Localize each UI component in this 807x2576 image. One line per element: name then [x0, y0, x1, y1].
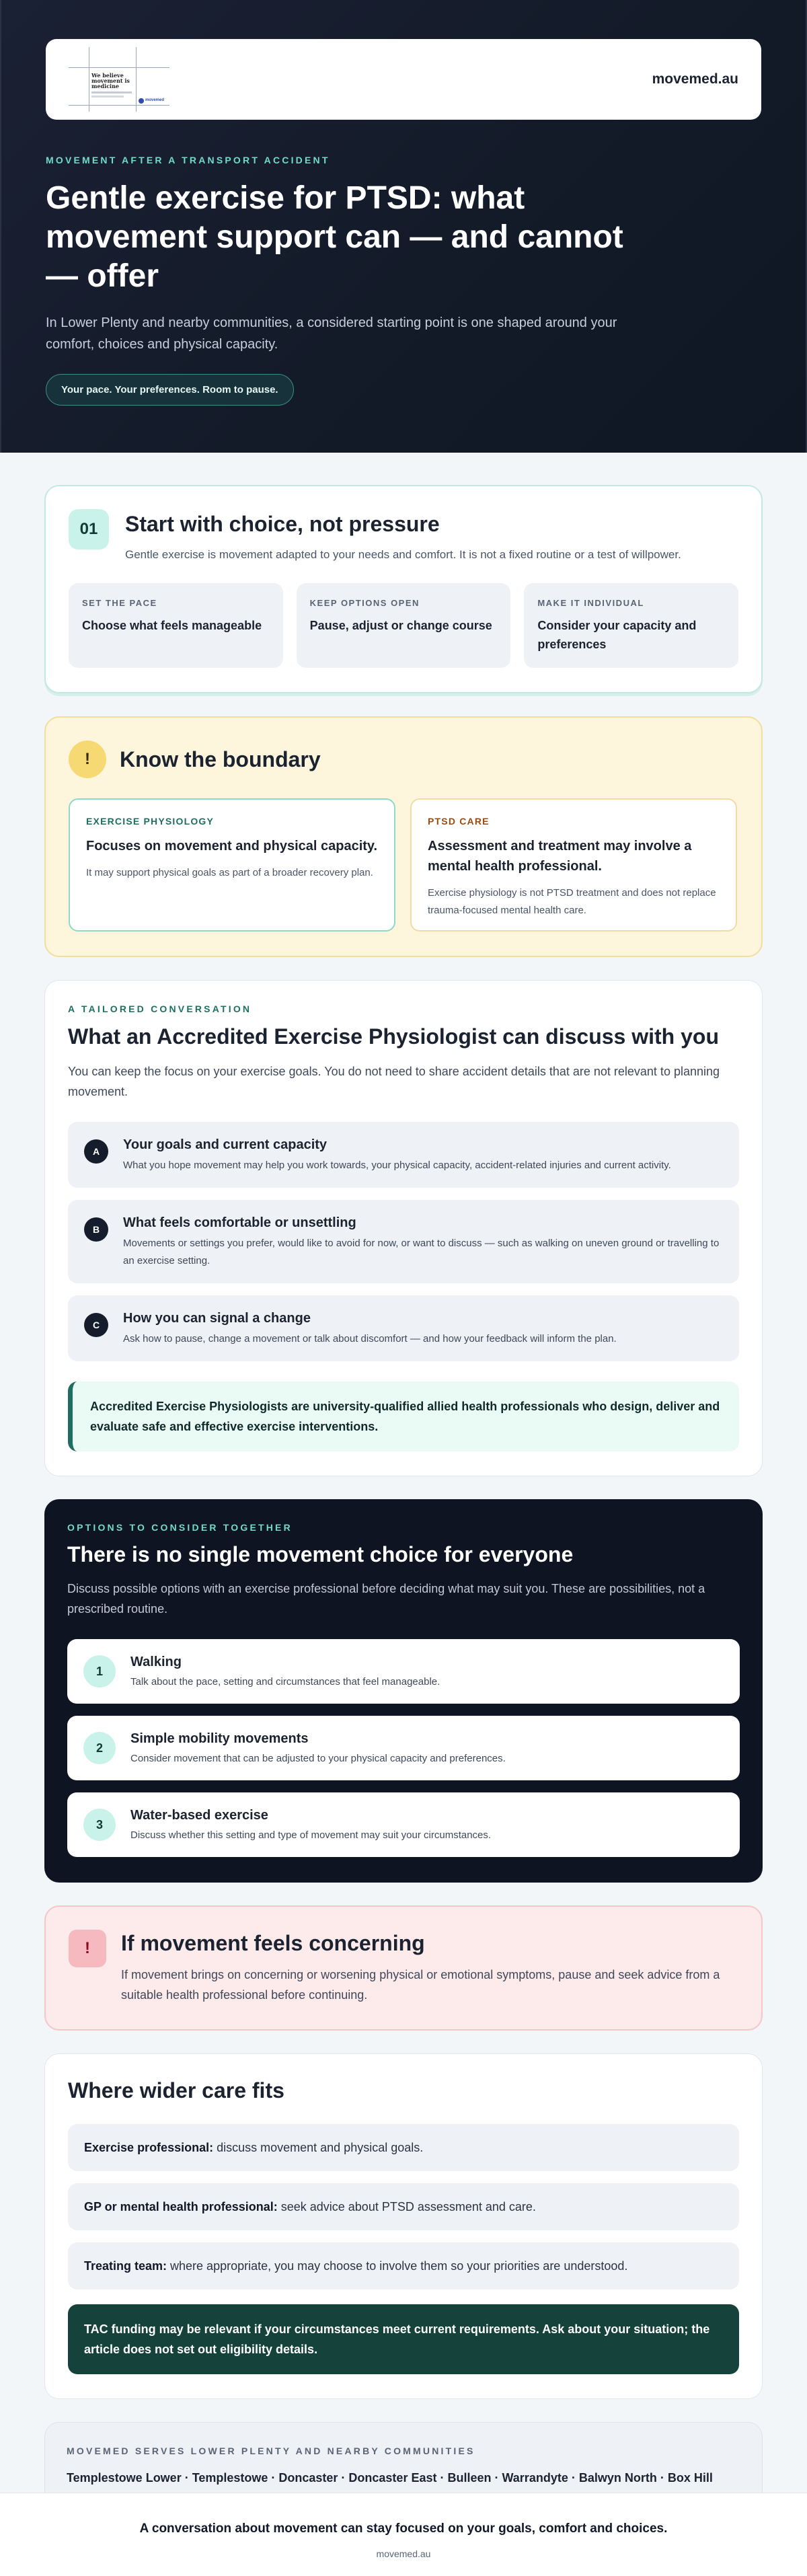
concern-body: If movement brings on concerning or worsening physical or emotional symptoms, pause and seek advice from a suitable health professional before continuing. — [121, 1968, 720, 2002]
care-label: GP or mental health professional: — [84, 2200, 278, 2213]
topic-title: Your goals and current capacity — [123, 1137, 328, 1152]
option-body: Discuss whether this setting and type of movement may suit your circumstances. — [130, 1829, 492, 1841]
page-title: Gentle exercise for PTSD: what movement support can — and cannot — offer — [46, 180, 623, 294]
hero-lead: In Lower Plenty and nearby communities, a considered starting point is one shaped around your comfort, choices and physical capacity. — [46, 315, 617, 352]
alert-icon: ! — [69, 1930, 106, 1967]
choice-value: Choose what feels manageable — [82, 619, 262, 632]
choice-item-individual — [524, 583, 738, 668]
list-item — [68, 1200, 739, 1283]
conversation-section — [44, 980, 763, 1476]
choice-key: SET THE PACE — [82, 598, 157, 608]
option-title: Simple mobility movements — [130, 1731, 309, 1746]
options-title: There is no single movement choice for everyone — [67, 1542, 574, 1566]
exercise-physiology-card — [69, 798, 395, 932]
topic-list — [68, 1122, 739, 1361]
choice-item-pace — [69, 583, 283, 668]
choice-value: Pause, adjust or change course — [309, 619, 492, 632]
logo-dot-icon — [139, 98, 144, 104]
concern-section — [44, 1905, 763, 2031]
list-item — [68, 1122, 739, 1188]
option-body: Talk about the pace, setting and circumstances that feel manageable. — [130, 1676, 440, 1688]
card-body: Exercise physiology is not PTSD treatment and does not replace trauma-focused mental health care. — [428, 887, 716, 916]
areas-list: Templestowe Lower · Templestowe · Doncaster · Doncaster East · Bulleen · Warrandyte · Balwyn North · Box Hill — [67, 2471, 713, 2485]
options-section — [44, 1499, 763, 1883]
conversation-title: What an Accredited Exercise Physiologist can discuss with you — [68, 1024, 719, 1049]
choice-key: KEEP OPTIONS OPEN — [309, 598, 420, 608]
care-title: Where wider care fits — [68, 2078, 284, 2103]
care-item-team — [68, 2242, 739, 2289]
card-title: Assessment and treatment may involve a mental health professional. — [428, 839, 692, 874]
care-item-exercise — [68, 2124, 739, 2171]
letter-badge: B — [84, 1217, 108, 1242]
topic-title: How you can signal a change — [123, 1311, 311, 1326]
logo-wordmark: We believe movement is medicine — [91, 72, 130, 89]
option-item-walking — [67, 1639, 740, 1704]
option-number: 3 — [83, 1809, 116, 1841]
exclamation-icon: ! — [69, 741, 106, 778]
choice-list — [69, 583, 738, 668]
site-footer — [0, 2493, 807, 2576]
site-header — [46, 39, 761, 120]
choice-key: MAKE IT INDIVIDUAL — [537, 598, 644, 608]
areas-eyebrow: MOVEMED SERVES LOWER PLENTY AND NEARBY COMMUNITIES — [67, 2446, 475, 2456]
conversation-eyebrow: A TAILORED CONVERSATION — [68, 1003, 252, 1014]
letter-badge: C — [84, 1313, 108, 1337]
option-item-mobility — [67, 1716, 740, 1780]
topic-body: What you hope movement may help you work towards, your physical capacity, accident-related injuries and current activity. — [123, 1160, 671, 1171]
care-label: Treating team: — [84, 2259, 167, 2273]
option-number: 1 — [83, 1655, 116, 1688]
ptsd-care-card — [410, 798, 737, 932]
care-label: Exercise professional: — [84, 2141, 214, 2154]
boundary-title: Know the boundary — [120, 747, 321, 771]
topic-body: Ask how to pause, change a movement or talk about discomfort — and how your feedback will inform the plan. — [123, 1333, 617, 1344]
care-section — [44, 2053, 763, 2399]
footer-message: A conversation about movement can stay focused on your goals, comfort and choices. — [139, 2522, 668, 2536]
choice-title: Start with choice, not pressure — [125, 512, 440, 536]
care-item-gp — [68, 2183, 739, 2230]
letter-badge: A — [84, 1139, 108, 1164]
care-text: where appropriate, you may choose to involve them so your priorities are understood. — [167, 2259, 628, 2273]
option-number: 2 — [83, 1732, 116, 1764]
footer-url-link[interactable]: movemed.au — [376, 2548, 431, 2559]
card-tag: PTSD CARE — [428, 816, 490, 827]
site-name-link[interactable]: movemed.au — [652, 71, 738, 87]
card-body: It may support physical goals as part of a broader recovery plan. — [86, 867, 373, 878]
conversation-intro: You can keep the focus on your exercise goals. You do not need to share accident details that are not relevant to planning movement. — [68, 1065, 720, 1098]
options-intro: Discuss possible options with an exercise professional before deciding what may suit you. These are possibilities, not a prescribed routine. — [67, 1582, 705, 1616]
site-logo[interactable]: We believe movement is medicine movemed — [69, 47, 169, 112]
choice-section — [44, 485, 763, 693]
choice-value: Consider your capacity and preferences — [537, 619, 697, 651]
boundary-section — [44, 716, 763, 957]
choice-item-options — [297, 583, 511, 668]
hero — [0, 0, 807, 453]
card-tag: EXERCISE PHYSIOLOGY — [86, 816, 215, 827]
option-body: Consider movement that can be adjusted to your physical capacity and preferences. — [130, 1753, 506, 1764]
main-content — [0, 453, 807, 2510]
aep-callout: Accredited Exercise Physiologists are university-qualified allied health professionals who design, deliver and evaluate safe and effective exercise interventions. — [68, 1381, 739, 1451]
care-text: discuss movement and physical goals. — [213, 2141, 424, 2154]
topic-body: Movements or settings you prefer, would like to avoid for now, or want to discuss — such as walking on uneven ground or travelling to an exercise setting. — [123, 1238, 720, 1266]
list-item — [68, 1295, 739, 1361]
option-title: Water-based exercise — [130, 1808, 268, 1823]
option-item-water — [67, 1792, 740, 1857]
option-title: Walking — [130, 1655, 182, 1669]
options-eyebrow: OPTIONS TO CONSIDER TOGETHER — [67, 1522, 293, 1533]
choice-subtitle: Gentle exercise is movement adapted to your needs and comfort. It is not a fixed routine or a test of willpower. — [125, 548, 681, 561]
concern-title: If movement feels concerning — [121, 1931, 425, 1955]
hero-pill-badge: Your pace. Your preferences. Room to pause. — [46, 374, 294, 406]
tac-funding-note: TAC funding may be relevant if your circumstances meet current requirements. Ask about your situation; the article does not set out eligibility details. — [68, 2304, 739, 2374]
topic-title: What feels comfortable or unsettling — [123, 1215, 356, 1230]
hero-eyebrow: MOVEMENT AFTER A TRANSPORT ACCIDENT — [46, 155, 330, 165]
care-text: seek advice about PTSD assessment and care. — [277, 2200, 536, 2213]
step-number-badge: 01 — [69, 509, 109, 550]
card-title: Focuses on movement and physical capacity. — [86, 839, 378, 854]
